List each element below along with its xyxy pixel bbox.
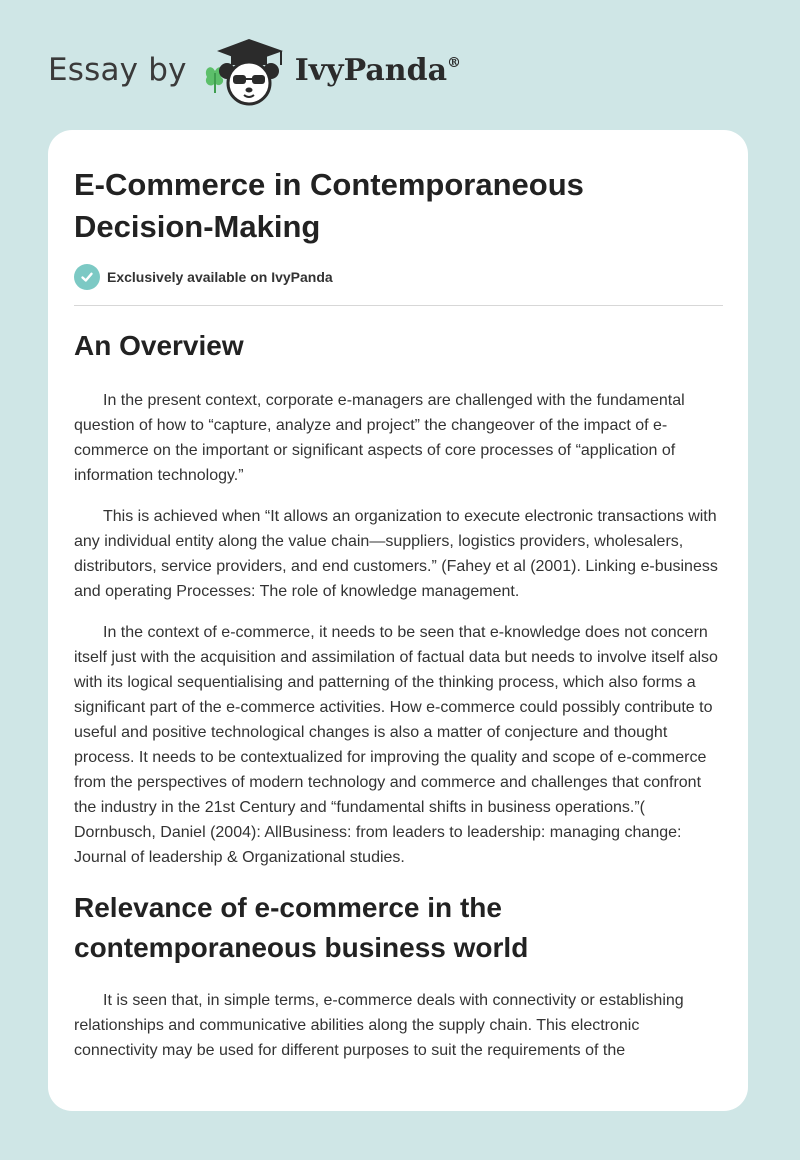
check-icon (74, 264, 100, 290)
section-heading-relevance: Relevance of e-commerce in the contemporaneous business world (74, 892, 529, 963)
brand-name[interactable]: IvyPanda® (294, 52, 462, 88)
site-header (48, 34, 461, 106)
article-card (48, 130, 748, 1111)
badge-text: Exclusively available on IvyPanda (107, 269, 333, 285)
section-heading-overview: An Overview (74, 330, 244, 361)
article-title: E-Commerce in Contemporaneous Decision-Making (74, 167, 584, 244)
paragraph: This is achieved when “It allows an organization to execute electronic transactions with any individual entity along the value chain—suppliers, logistics providers, wholesalers, distributors, service providers, and end customers.” (Fahey et al (2001). Linking e-business and operating Processes: The role of knowledge management. (74, 508, 718, 600)
paragraph: In the present context, corporate e-managers are challenged with the fundamental question of how to “capture, analyze and project” the changeover of the impact of e-commerce on the important or significant aspects of core processes of “application of information technology.” (74, 392, 685, 484)
paragraph: It is seen that, in simple terms, e-commerce deals with connectivity or establishing relationships and communicative abilities along the supply chain. This electronic connectivity may be used for different purposes to suit the requirements of the (74, 992, 684, 1059)
registered-mark: ® (447, 54, 462, 71)
divider (74, 305, 723, 306)
essay-by-label: Essay by (48, 52, 187, 88)
paragraph: In the context of e-commerce, it needs to be seen that e-knowledge does not concern itself just with the acquisition and assimilation of factual data but needs to involve itself also with its logical sequentialising and patterning of the thinking process, which also forms a significant part of the e-commerce activities. How e-commerce could possibly contribute to useful and positive technological changes is also a matter of conjecture and thought process. It needs to be contextualized for improving the quality and scope of e-commerce from the perspectives of modern technology and commerce and challenges that confront the industry in the 21st Century and “fundamental shifts in business operations.”( Dornbusch, Daniel (2004): AllBusiness: from leaders to leadership: managing change: Journal of leadership & Organizational studies. (74, 624, 718, 866)
exclusive-badge (74, 263, 723, 291)
ivypanda-logo-icon[interactable] (201, 33, 291, 107)
